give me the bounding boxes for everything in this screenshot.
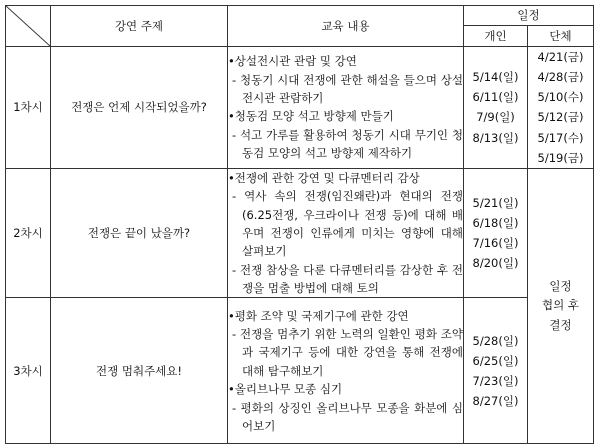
content-bullet: •전쟁에 관한 강연 및 다큐멘터리 감상 [228, 170, 420, 185]
session-topic: 전쟁은 끝이 났을까? [51, 168, 228, 298]
individual-dates [464, 298, 528, 444]
header-topic: 강연 주제 [51, 6, 228, 47]
content-sub-item: - 청동기 시대 전쟁에 관한 해설을 들으며 상설전시관 관람하기 [232, 72, 463, 105]
header-schedule: 일정 [464, 6, 594, 26]
table-row [6, 168, 594, 298]
date-item: 5/17(수) [537, 130, 584, 145]
date-item: 7/16(일) [472, 236, 519, 251]
date-item: 8/20(일) [472, 256, 519, 271]
session-label: 1차시 [6, 47, 51, 169]
note-line: 결정 [549, 317, 572, 332]
group-dates [528, 47, 594, 169]
date-item: 6/11(일) [472, 90, 519, 105]
date-item: 5/12(금) [537, 110, 584, 125]
date-item: 7/23(일) [472, 373, 519, 388]
corner-diagonal-cell [6, 6, 51, 47]
content-sub-item: - 전쟁 참상을 다룬 다큐멘터리를 감상한 후 전쟁을 멈출 방법에 대해 토의 [232, 262, 463, 296]
date-item: 4/21(금) [537, 50, 584, 64]
date-item: 8/13(일) [472, 130, 519, 145]
header-individual: 개인 [464, 26, 528, 47]
session-label: 3차시 [6, 298, 51, 444]
content-bullet: •평화 조약 및 국제기구에 관한 강연 [228, 308, 409, 323]
date-item: 6/25(일) [472, 353, 519, 368]
session-content [228, 298, 464, 444]
date-item: 5/14(일) [472, 70, 519, 85]
content-sub-item: - 역사 속의 전쟁(임진왜란)과 현대의 전쟁(6.25전쟁, 우크라이나 전쟁 등)에 대해 배우며 전쟁이 인류에게 미치는 영향에 대해 살펴보기 [232, 189, 463, 259]
date-item: 5/19(금) [537, 150, 584, 165]
content-sub-item: - 석고 가루를 활용하여 청동기 시대 무기인 청동검 모양의 석고 방향제 제작하기 [232, 127, 463, 161]
content-bullet: •청동검 모양 석고 방향제 만들기 [228, 109, 394, 124]
content-bullet: •올리브나무 모종 심기 [228, 382, 343, 397]
individual-dates [464, 168, 528, 298]
date-item: 5/10(수) [537, 90, 584, 105]
session-content [228, 168, 464, 298]
table-row [6, 47, 594, 169]
date-item: 7/9(일) [476, 110, 515, 125]
date-item: 6/18(일) [472, 215, 519, 230]
note-line: 일정 [549, 278, 572, 293]
session-label: 2차시 [6, 168, 51, 298]
group-schedule-note [528, 168, 594, 444]
content-bullet: •상설전시관 관람 및 강연 [228, 54, 357, 69]
session-topic: 전쟁 멈춰주세요! [51, 298, 228, 444]
session-topic: 전쟁은 언제 시작되었을까? [51, 47, 228, 169]
program-schedule-table [5, 5, 594, 444]
header-group: 단체 [528, 26, 594, 47]
date-item: 4/28(금) [537, 70, 584, 85]
session-content [228, 47, 464, 169]
date-item: 8/27(일) [472, 394, 519, 409]
individual-dates [464, 47, 528, 169]
header-content: 교육 내용 [228, 6, 464, 47]
note-line: 협의 후 [542, 298, 579, 313]
content-sub-item: - 전쟁을 멈추기 위한 노력의 일환인 평화 조약과 국제기구 등에 대한 강연을 통해 전쟁에 대해 탐구해보기 [232, 327, 463, 378]
diagonal-line [6, 6, 50, 46]
table-row [6, 298, 594, 444]
date-item: 5/21(일) [472, 195, 519, 210]
date-item: 5/28(일) [472, 333, 519, 348]
content-sub-item: - 평화의 상징인 올리브나무 모종을 화분에 심어보기 [232, 400, 463, 433]
